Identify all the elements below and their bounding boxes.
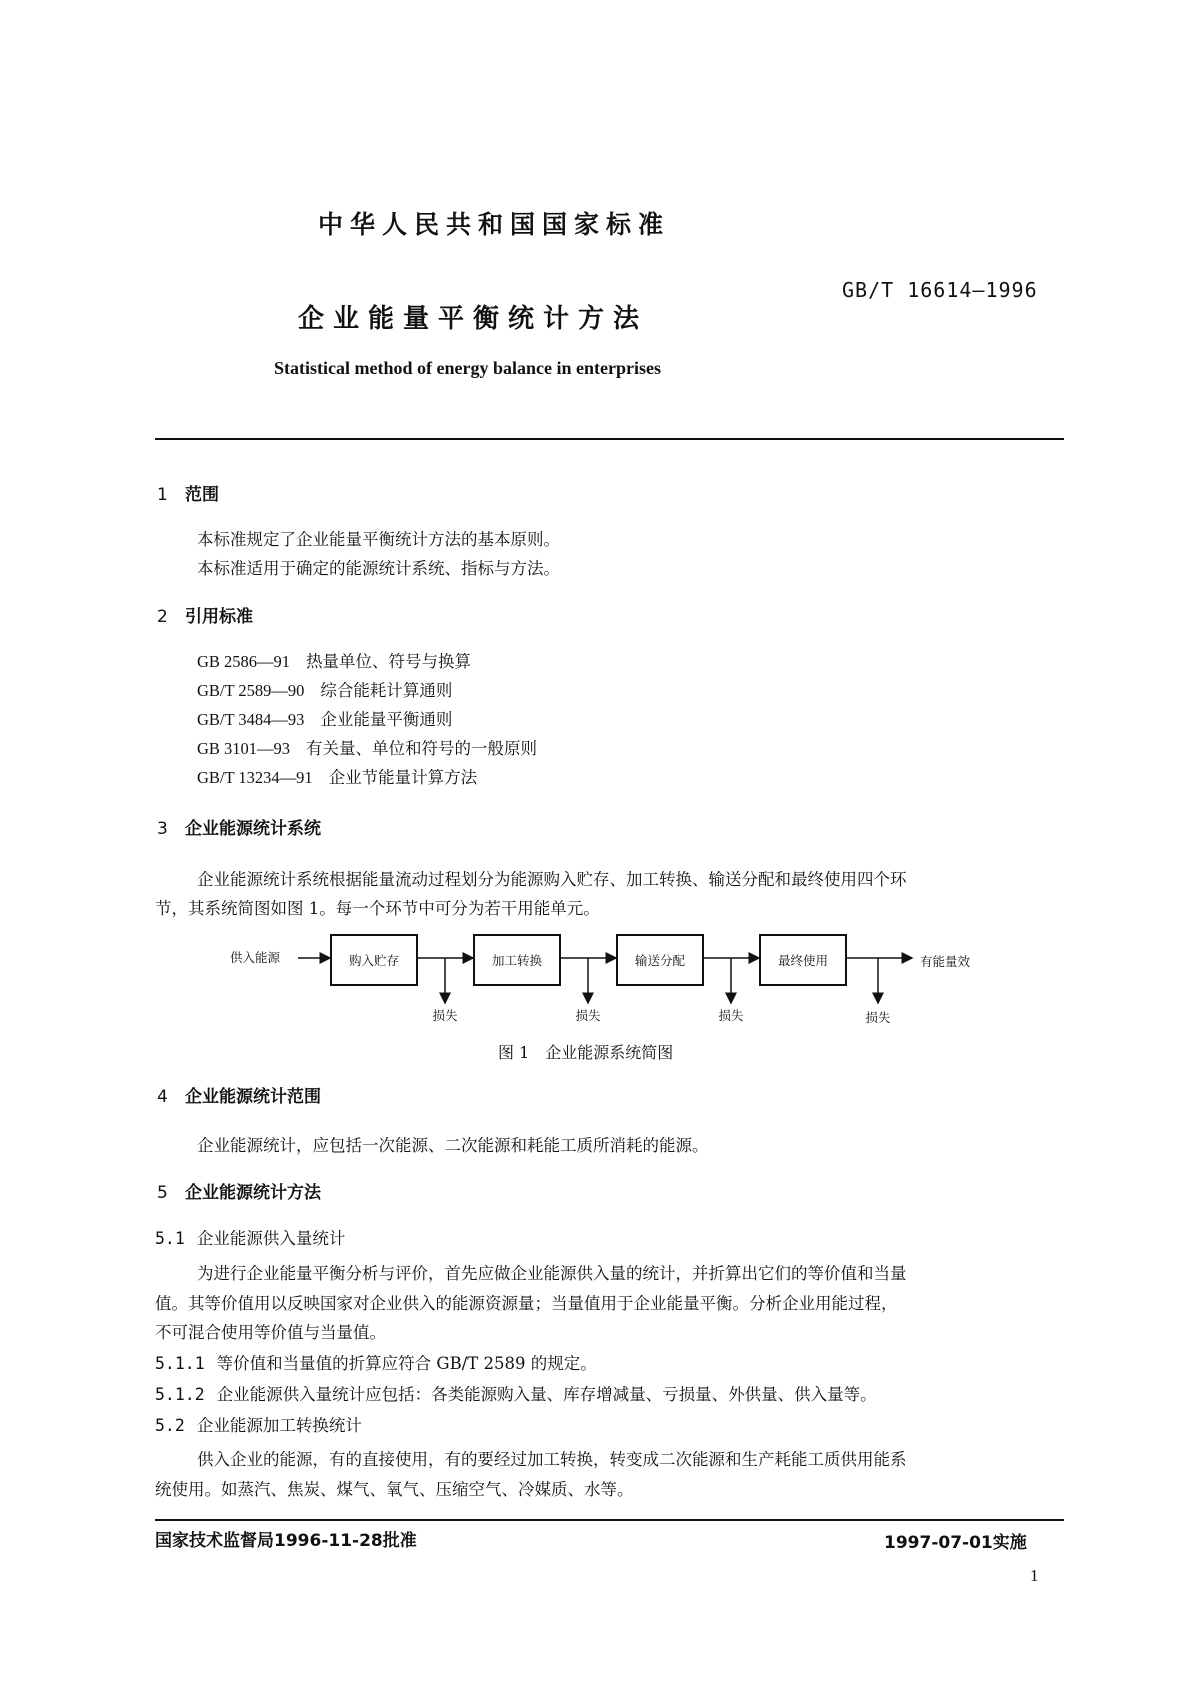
ref-name: 企业能量平衡通则: [320, 710, 453, 729]
section-4-para: 企业能源统计，应包括一次能源、二次能源和耗能工质所消耗的能源。: [197, 1136, 709, 1155]
section-1-para-2: 本标准适用于确定的能源统计系统、指标与方法。: [197, 559, 560, 578]
subsection-number: 5.1.2: [155, 1385, 205, 1404]
subsection-5-1-2: [155, 1381, 877, 1405]
box-label: 最终使用: [777, 953, 829, 968]
ref-name: 有关量、单位和符号的一般原则: [306, 739, 538, 758]
section-1-para-1: 本标准规定了企业能量平衡统计方法的基本原则。: [197, 530, 560, 549]
section-title: 范围: [185, 485, 219, 505]
page-number: 1: [1030, 1566, 1039, 1585]
ref-code: GB 3101—93: [197, 739, 291, 758]
section-number: 2: [157, 607, 168, 627]
subsection-5-2-line-2: 统使用。如蒸汽、焦炭、煤气、氧气、压缩空气、冷媒质、水等。: [155, 1480, 634, 1499]
subsection-5-1-line-3: 不可混合使用等价值与当量值。: [155, 1323, 386, 1342]
subsection-5-1-1: [155, 1350, 597, 1374]
subsection-5-2-line-1: 供入企业的能源，有的直接使用，有的要经过加工转换，转变成二次能源和生产耗能工质供用能系: [197, 1450, 907, 1469]
section-number: 1: [157, 485, 168, 505]
subsection-5-2: [155, 1412, 362, 1436]
box-label: 加工转换: [491, 953, 543, 968]
subsection-number: 5.2: [155, 1416, 185, 1435]
ref-item: [197, 764, 477, 788]
standard-code: GB/T 16614—1996: [842, 278, 1038, 302]
subsection-5-1-line-1: 为进行企业能量平衡分析与评价，首先应做企业能源供入量的统计，并折算出它们的等价值和当量: [197, 1264, 907, 1283]
loss-label: 损失: [575, 1008, 601, 1023]
ref-item: [197, 648, 471, 672]
loss-label: 损失: [718, 1008, 744, 1023]
subsection-text: 企业能源供入量统计应包括：各类能源购入量、库存增减量、亏损量、外供量、供入量等。: [216, 1385, 877, 1404]
section-title: 企业能源统计方法: [185, 1183, 321, 1203]
subsection-number: 5.1.1: [155, 1354, 205, 1373]
subsection-title: 企业能源供入量统计: [196, 1229, 346, 1248]
input-energy-label: 供入能源: [230, 950, 281, 965]
national-standard-heading: 中华人民共和国国家标准: [318, 210, 671, 239]
ref-name: 企业节能量计算方法: [328, 768, 478, 787]
loss-label: 损失: [865, 1010, 891, 1025]
ref-name: 综合能耗计算通则: [320, 681, 453, 700]
section-3-heading: [157, 814, 321, 839]
ref-item: [197, 706, 452, 730]
ref-item: [197, 677, 452, 701]
section-5-heading: [157, 1178, 321, 1203]
effective-date: 1997-07-01实施: [884, 1533, 1027, 1553]
box-label: 输送分配: [634, 953, 686, 968]
section-4-heading: [157, 1082, 321, 1107]
output-label: 有能量效: [920, 954, 971, 969]
energy-system-diagram: [220, 925, 1010, 1040]
approval-date: 国家技术监督局1996-11-28批准: [155, 1531, 417, 1551]
section-number: 4: [157, 1087, 168, 1107]
ref-code: GB/T 13234—91: [197, 768, 313, 787]
section-title: 企业能源统计系统: [185, 819, 321, 839]
section-2-heading: [157, 602, 253, 627]
box-label: 购入贮存: [348, 953, 400, 968]
section-3-para-line-1: 企业能源统计系统根据能量流动过程划分为能源购入贮存、加工转换、输送分配和最终使用四个环: [197, 870, 907, 889]
subsection-5-1: [155, 1225, 345, 1249]
ref-name: 热量单位、符号与换算: [306, 652, 472, 671]
loss-label: 损失: [432, 1008, 458, 1023]
ref-code: GB/T 3484—93: [197, 710, 305, 729]
ref-item: [197, 735, 537, 759]
document-title: 企业能量平衡统计方法: [298, 304, 649, 334]
ref-code: GB 2586—91: [197, 652, 291, 671]
section-title: 引用标准: [185, 607, 253, 627]
subsection-number: 5.1: [155, 1229, 185, 1248]
footer-rule: [155, 1519, 1064, 1521]
section-1-heading: [157, 480, 219, 505]
section-number: 3: [157, 819, 168, 839]
document-subtitle-en: Statistical method of energy balance in enterprises: [274, 358, 661, 378]
section-number: 5: [157, 1183, 168, 1203]
subsection-5-1-line-2: 值。其等价值用以反映国家对企业供入的能源资源量；当量值用于企业能量平衡。分析企业用能过程，: [155, 1294, 898, 1313]
subsection-text: 等价值和当量值的折算应符合 GB/T 2589 的规定。: [216, 1354, 597, 1373]
ref-code: GB/T 2589—90: [197, 681, 305, 700]
figure-caption: 图 1 企业能源系统简图: [498, 1043, 674, 1062]
header-rule: [155, 438, 1064, 440]
section-title: 企业能源统计范围: [185, 1087, 321, 1107]
section-3-para-line-2: 节，其系统简图如图 1。每一个环节中可分为若干用能单元。: [155, 899, 600, 918]
subsection-title: 企业能源加工转换统计: [196, 1416, 362, 1435]
